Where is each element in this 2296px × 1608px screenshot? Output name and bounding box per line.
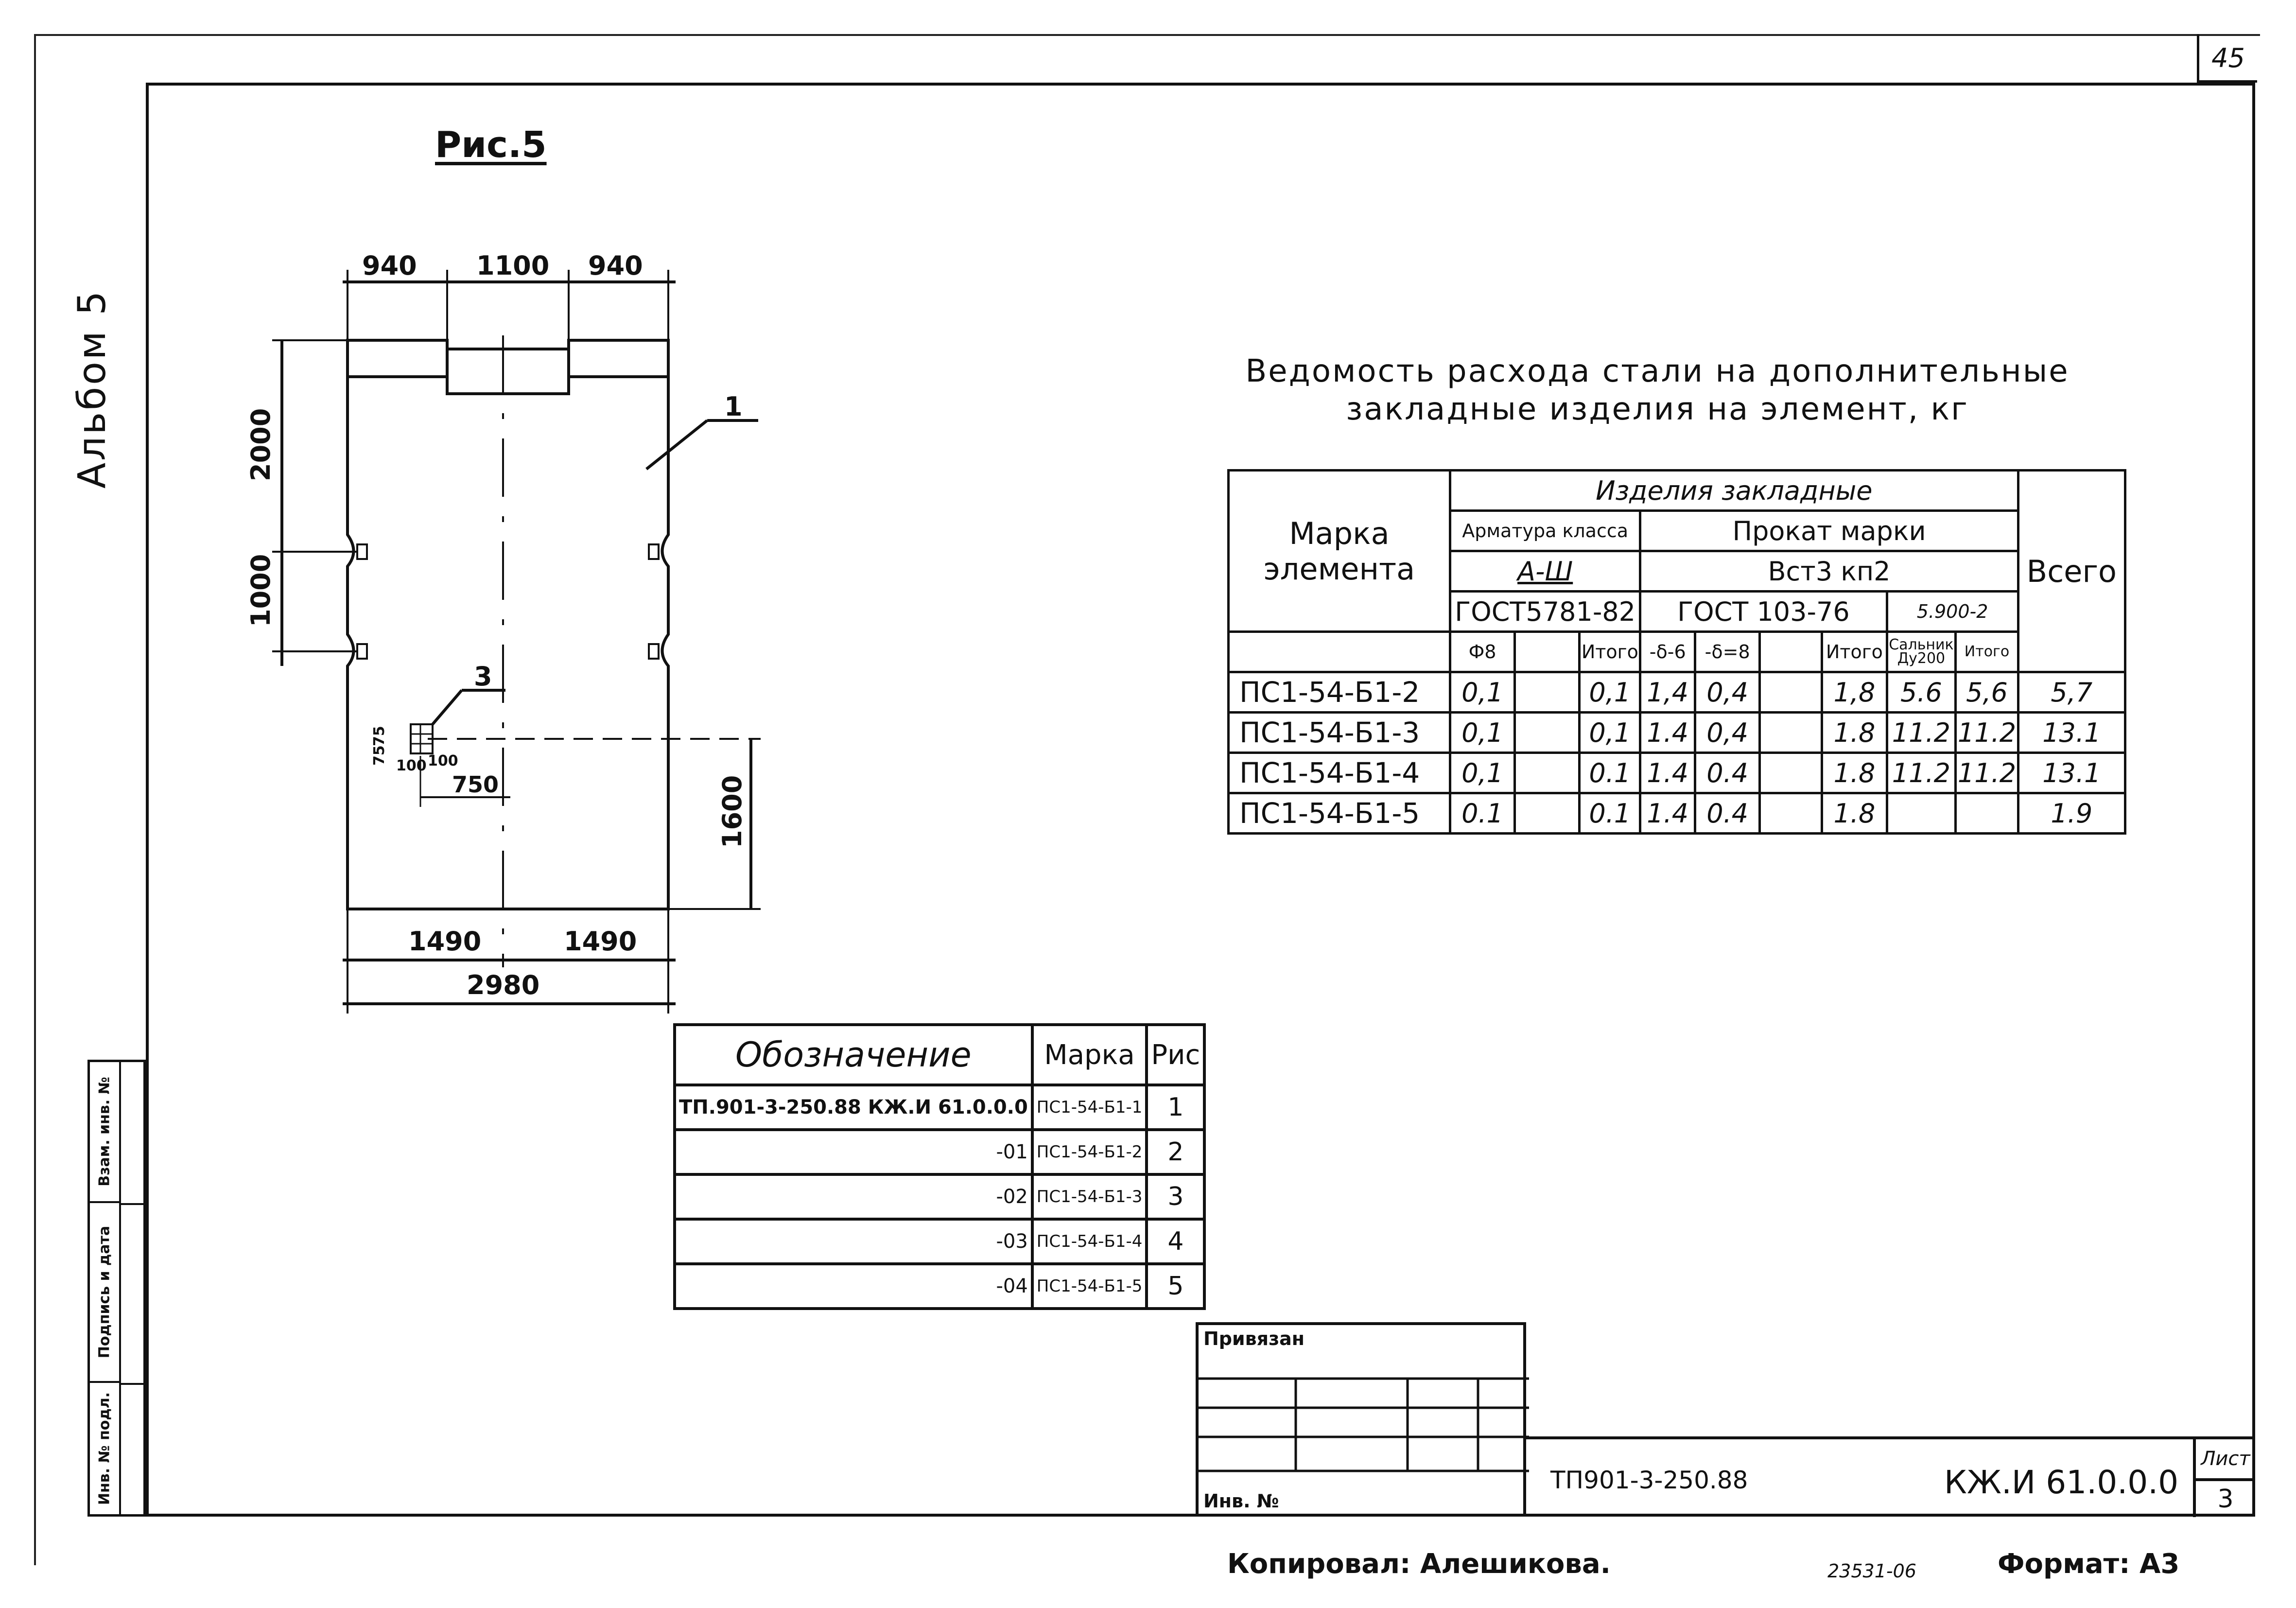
cell-salnik: 5.6 (1887, 672, 1956, 713)
cell-itogo-1: 0.1 (1580, 753, 1640, 793)
row-mark: ПС1-54-Б1-3 (1229, 713, 1450, 753)
stamp-cell-replaced (90, 1062, 119, 1203)
cell-salnik: 11.2 (1887, 713, 1956, 753)
cell-total: 5,7 (2018, 672, 2125, 713)
dim-1100: 1100 (476, 250, 550, 281)
cell-phi8: 0.1 (1450, 793, 1514, 834)
cell-itogo-1: 0,1 (1580, 672, 1640, 713)
cell-empty (1760, 793, 1822, 834)
cell-phi8: 0,1 (1450, 672, 1514, 713)
stamp-divider (119, 1383, 146, 1385)
hdr-itogo-3: Итого (1956, 632, 2018, 672)
cell-itogo-1: 0,1 (1580, 713, 1640, 753)
hdr-itogo-2: Итого (1822, 632, 1887, 672)
page-number: 45 (2197, 34, 2257, 83)
sheet-label: Лист (2196, 1439, 2255, 1481)
cell-total: 13.1 (2018, 713, 2125, 753)
row-mark: ПС1-54-Б1-4 (1032, 1219, 1147, 1264)
row-fig: 2 (1147, 1130, 1204, 1174)
copied-by: Копировал: Алешикова. (1227, 1548, 1611, 1580)
hdr-rolled: Прокат марки (1640, 511, 2018, 551)
table-row (675, 1174, 1204, 1219)
hdr-empty (1760, 632, 1822, 672)
hdr-d6: -δ-6 (1640, 632, 1695, 672)
dim-1600: 1600 (717, 775, 748, 848)
figure-caption: Рис.5 (435, 124, 547, 166)
row-code: -03 (675, 1219, 1032, 1264)
designation-table (673, 1023, 1206, 1310)
hdr-d8: -δ=8 (1695, 632, 1760, 672)
top-block-right (569, 340, 668, 377)
hdr-a3: А-Ш (1450, 551, 1640, 592)
document-code: КЖ.И 61.0.0.0 (1944, 1464, 2179, 1501)
table-row (675, 1219, 1204, 1264)
top-block-left (348, 340, 447, 377)
dim-1490-right: 1490 (564, 926, 637, 957)
cell-empty (1760, 713, 1822, 753)
hdr-gost2: ГОСТ 103-76 (1640, 592, 1887, 632)
cell-itogo-2: 1.8 (1822, 793, 1887, 834)
archive-number: 23531-06 (1827, 1560, 1916, 1582)
cell-d8: 0,4 (1695, 713, 1760, 753)
hdr-designation-fig: Рис (1147, 1025, 1204, 1085)
sheet-format: Формат: А3 (1998, 1548, 2180, 1580)
callout-leader (646, 420, 707, 469)
stamp-divider (119, 1062, 121, 1514)
hdr-gost1: ГОСТ5781-82 (1450, 592, 1640, 632)
row-mark: ПС1-54-Б1-2 (1032, 1130, 1147, 1174)
sheet-number: 3 (2217, 1485, 2234, 1514)
hdr-total: Всего (2018, 471, 2125, 672)
row-mark: ПС1-54-Б1-3 (1032, 1174, 1147, 1219)
hdr-steel: Вст3 кп2 (1640, 551, 2018, 592)
title-block (1526, 1436, 2255, 1517)
row-fig: 5 (1147, 1264, 1204, 1309)
hdr-itogo-1: Итого (1580, 632, 1640, 672)
row-mark: ПС1-54-Б1-1 (1032, 1085, 1147, 1130)
row-mark: ПС1-54-Б1-4 (1229, 753, 1450, 793)
callout-3-label: 3 (474, 661, 492, 692)
cell-empty (1760, 753, 1822, 793)
cell-d6: 1.4 (1640, 713, 1695, 753)
cell-empty (1515, 753, 1580, 793)
sheet-box (2193, 1439, 2255, 1517)
panel-drawing (0, 0, 826, 1045)
row-mark: ПС1-54-Б1-5 (1032, 1264, 1147, 1309)
project-number: ТП901-3-250.88 (1550, 1466, 1748, 1494)
cell-itogo-3: 5,6 (1956, 672, 2018, 713)
top-block-middle (447, 349, 569, 394)
detail-dim-100a: 100 (396, 757, 427, 774)
cell-d8: 0.4 (1695, 753, 1760, 793)
stamp-inventory-label: Инв. № подл. (96, 1392, 113, 1505)
notch-mark (649, 544, 659, 559)
cell-itogo-2: 1,8 (1822, 672, 1887, 713)
notch-mark (357, 644, 367, 659)
cell-d6: 1,4 (1640, 672, 1695, 713)
stamp-column (87, 1060, 146, 1517)
steel-table-title (1244, 352, 2070, 428)
cell-itogo-1: 0.1 (1580, 793, 1640, 834)
album-text: Альбом 5 (70, 289, 114, 489)
stamp-signature-label: Подпись и дата (96, 1225, 113, 1359)
hdr-series: 5.900-2 (1887, 592, 2018, 632)
cell-d8: 0,4 (1695, 672, 1760, 713)
hdr-mark: Марка элемента (1229, 471, 1450, 632)
steel-table (1227, 469, 2126, 835)
cell-d6: 1.4 (1640, 753, 1695, 793)
cell-itogo-2: 1.8 (1822, 753, 1887, 793)
callout-1-label: 1 (724, 391, 743, 422)
hdr-phi8: Ф8 (1450, 632, 1514, 672)
cell-d8: 0.4 (1695, 793, 1760, 834)
row-fig: 4 (1147, 1219, 1204, 1264)
hdr-salnik: Сальник Ду200 (1887, 632, 1956, 672)
callout-leader (433, 690, 462, 724)
cell-empty (1515, 713, 1580, 753)
stamp-cell-signature (90, 1203, 119, 1383)
detail-dim-75b: 75 (371, 745, 388, 766)
notch-mark (649, 644, 659, 659)
title-line-2: закладные изделия на элемент, кг (1346, 391, 1969, 427)
table-row (675, 1264, 1204, 1309)
cell-itogo-2: 1.8 (1822, 713, 1887, 753)
row-mark: ПС1-54-Б1-5 (1229, 793, 1450, 834)
cell-salnik: 11.2 (1887, 753, 1956, 793)
cell-total: 13.1 (2018, 753, 2125, 793)
row-fig: 3 (1147, 1174, 1204, 1219)
hdr-rebar-class: Арматура класса (1450, 511, 1640, 551)
dim-940-right: 940 (588, 250, 643, 281)
table-row (1229, 713, 2125, 753)
hdr-designation: Обозначение (675, 1025, 1032, 1085)
cell-d6: 1.4 (1640, 793, 1695, 834)
detail-dim-100b: 100 (428, 752, 458, 769)
dim-940-left: 940 (362, 250, 417, 281)
stamp-replaced-label: Взам. инв. № (96, 1077, 113, 1187)
cell-itogo-3: 11.2 (1956, 753, 2018, 793)
cell-salnik (1887, 793, 1956, 834)
hdr-empty (1515, 632, 1580, 672)
table-row (1229, 672, 2125, 713)
row-code: -01 (675, 1130, 1032, 1174)
title-line-1: Ведомость расхода стали на дополнительные (1245, 353, 2070, 389)
cell-total: 1.9 (2018, 793, 2125, 834)
table-row (1229, 793, 2125, 834)
dim-2980: 2980 (467, 970, 540, 1000)
panel-outline (348, 377, 668, 909)
binding-inventory: Инв. № (1203, 1490, 1279, 1512)
stamp-cell-inventory (90, 1383, 119, 1514)
cell-itogo-3 (1956, 793, 2018, 834)
detail-dim-750: 750 (452, 771, 499, 798)
binding-label: Привязан (1203, 1328, 1305, 1349)
row-fig: 1 (1147, 1085, 1204, 1130)
table-row (1229, 753, 2125, 793)
row-mark: ПС1-54-Б1-2 (1229, 672, 1450, 713)
hdr-embedded: Изделия закладные (1450, 471, 2018, 511)
cell-phi8: 0,1 (1450, 713, 1514, 753)
table-row (675, 1130, 1204, 1174)
cell-empty (1760, 672, 1822, 713)
cell-phi8: 0,1 (1450, 753, 1514, 793)
dim-1000: 1000 (245, 554, 276, 627)
stamp-divider (119, 1203, 146, 1205)
notch-mark (357, 544, 367, 559)
binding-block (1196, 1322, 1526, 1517)
cell-empty (1515, 672, 1580, 713)
table-row (675, 1085, 1204, 1130)
cell-itogo-3: 11.2 (1956, 713, 2018, 753)
row-code: -04 (675, 1264, 1032, 1309)
dim-2000: 2000 (245, 408, 276, 481)
row-code: -02 (675, 1174, 1032, 1219)
detail-dim-75a: 75 (371, 726, 388, 746)
cell-empty (1515, 793, 1580, 834)
row-code: ТП.901-3-250.88 КЖ.И 61.0.0.0 (675, 1085, 1032, 1130)
dim-1490-left: 1490 (408, 926, 482, 957)
hdr-designation-mark: Марка (1032, 1025, 1147, 1085)
hdr-mark-cont (1229, 632, 1450, 672)
